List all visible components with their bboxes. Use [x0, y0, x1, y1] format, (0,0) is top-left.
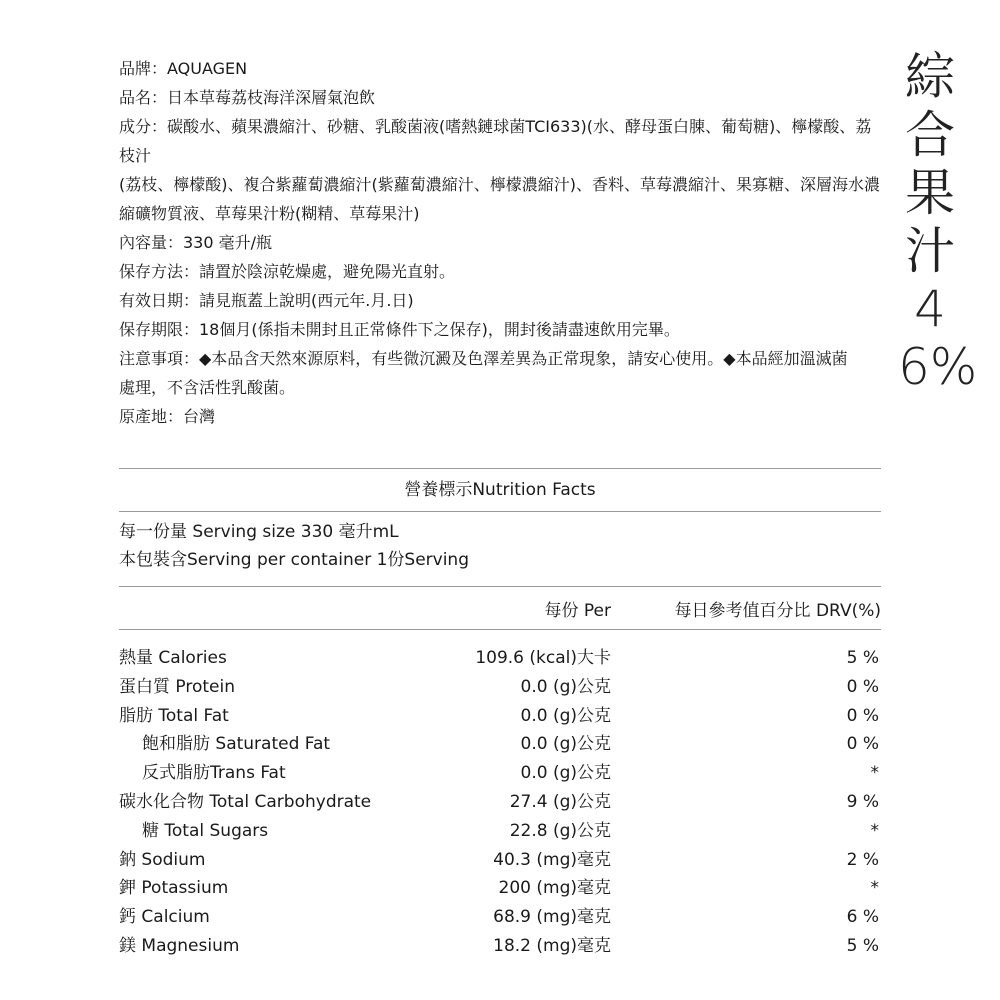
nutrient-name: 鉀 Potassium	[119, 878, 229, 899]
notice-line-1: 注意事項：◆本品含天然來源原料，有些微沉澱及色澤差異為正常現象，請安心使用。◆本品經加溫滅菌	[119, 349, 848, 368]
nutrient-drv: 5 %	[846, 935, 879, 956]
nutrient-drv: *	[870, 820, 879, 841]
product-name-line: 品名：日本草莓荔枝海洋深層氣泡飲	[119, 88, 376, 107]
nutrient-drv: *	[870, 878, 879, 899]
nutrient-row	[119, 702, 881, 731]
nutrient-row	[119, 730, 881, 759]
nutrient-per: 68.9 (mg)毫克	[493, 907, 611, 928]
nutrient-per: 0.0 (g)公克	[520, 763, 611, 784]
nutrient-per: 0.0 (g)公克	[520, 676, 611, 697]
nutrient-name: 熱量 Calories	[119, 648, 227, 668]
nutrient-drv: 0 %	[846, 734, 879, 755]
nutrient-row	[119, 788, 881, 817]
nutrient-row	[119, 817, 881, 846]
nutrient-name: 脂肪 Total Fat	[119, 705, 229, 726]
ingredients-line-3: 縮礦物質液、草莓果汁粉(糊精、草莓果汁)	[119, 204, 420, 223]
nutrient-per: 200 (mg)毫克	[498, 878, 611, 899]
nutrient-row	[119, 903, 881, 932]
nutrient-name: 糖 Total Sugars	[142, 820, 269, 841]
nutrient-drv: 0 %	[846, 676, 879, 697]
nutrient-rows	[119, 630, 881, 961]
column-drv: 每日參考值百分比 DRV(%)	[674, 601, 881, 621]
shelf-life-line: 保存期限：18個月(係指未開封且正常條件下之保存)，開封後請盡速飲用完畢。	[119, 320, 680, 339]
nutrient-row	[119, 846, 881, 875]
nutrient-row	[119, 644, 881, 673]
serving-info	[119, 512, 881, 586]
ingredients-line-2: (荔枝、檸檬酸)、複合紫蘿蔔濃縮汁(紫蘿蔔濃縮汁、檸檬濃縮汁)、香料、草莓濃縮汁、果寡糖、深層海水濃	[119, 175, 880, 194]
nutrient-row	[119, 759, 881, 788]
nutrient-per: 18.2 (mg)毫克	[493, 935, 611, 956]
servings-per-container: 本包裝含Serving per container 1份Serving	[119, 550, 469, 570]
column-header	[119, 587, 881, 629]
nutrient-row	[119, 932, 881, 961]
expiry-line: 有效日期：請見瓶蓋上說明(西元年.月.日)	[119, 291, 414, 310]
nutrient-drv: *	[870, 763, 879, 784]
nutrient-name: 碳水化合物 Total Carbohydrate	[119, 791, 372, 812]
brand-line: 品牌：AQUAGEN	[119, 59, 248, 78]
volume-line: 內容量：330 毫升/瓶	[119, 233, 273, 252]
nutrient-per: 109.6 (kcal)大卡	[475, 648, 611, 668]
ingredients-line-1: 成分：碳酸水、蘋果濃縮汁、砂糖、乳酸菌液(嗜熱鏈球菌TCI633)(水、酵母蛋白腖、葡萄糖)、檸檬酸、荔枝汁	[119, 117, 872, 165]
nutrient-drv: 2 %	[846, 849, 879, 870]
notice-line-2: 處理，不含活性乳酸菌。	[119, 378, 296, 397]
nutrient-drv: 5 %	[846, 648, 879, 668]
nutrient-name: 蛋白質 Protein	[119, 676, 235, 697]
nutrient-row	[119, 673, 881, 702]
nutrient-per: 27.4 (g)公克	[509, 791, 611, 812]
nutrient-row	[119, 874, 881, 903]
nutrient-name: 鈉 Sodium	[119, 849, 206, 870]
nutrient-per: 40.3 (mg)毫克	[493, 849, 611, 870]
nutrition-title: 營養標示Nutrition Facts	[404, 480, 596, 500]
nutrient-per: 0.0 (g)公克	[520, 734, 611, 755]
column-per: 每份 Per	[544, 601, 611, 621]
nutrient-name: 飽和脂肪 Saturated Fat	[142, 734, 331, 755]
juice-percentage-title: 綜合果汁46%	[898, 48, 978, 396]
storage-line: 保存方法：請置於陰涼乾燥處，避免陽光直射。	[119, 262, 456, 281]
nutrient-name: 鈣 Calcium	[119, 907, 210, 928]
nutrient-name: 反式脂肪Trans Fat	[142, 763, 286, 784]
nutrient-per: 22.8 (g)公克	[509, 820, 611, 841]
nutrition-facts	[119, 468, 881, 961]
nutrient-per: 0.0 (g)公克	[520, 705, 611, 726]
nutrient-drv: 9 %	[846, 791, 879, 812]
nutrient-drv: 0 %	[846, 705, 879, 726]
nutrient-name: 鎂 Magnesium	[119, 935, 240, 956]
product-info	[119, 54, 885, 431]
nutrient-drv: 6 %	[846, 907, 879, 928]
serving-size: 每一份量 Serving size 330 毫升mL	[119, 522, 399, 542]
origin-line: 原產地：台灣	[119, 407, 216, 426]
